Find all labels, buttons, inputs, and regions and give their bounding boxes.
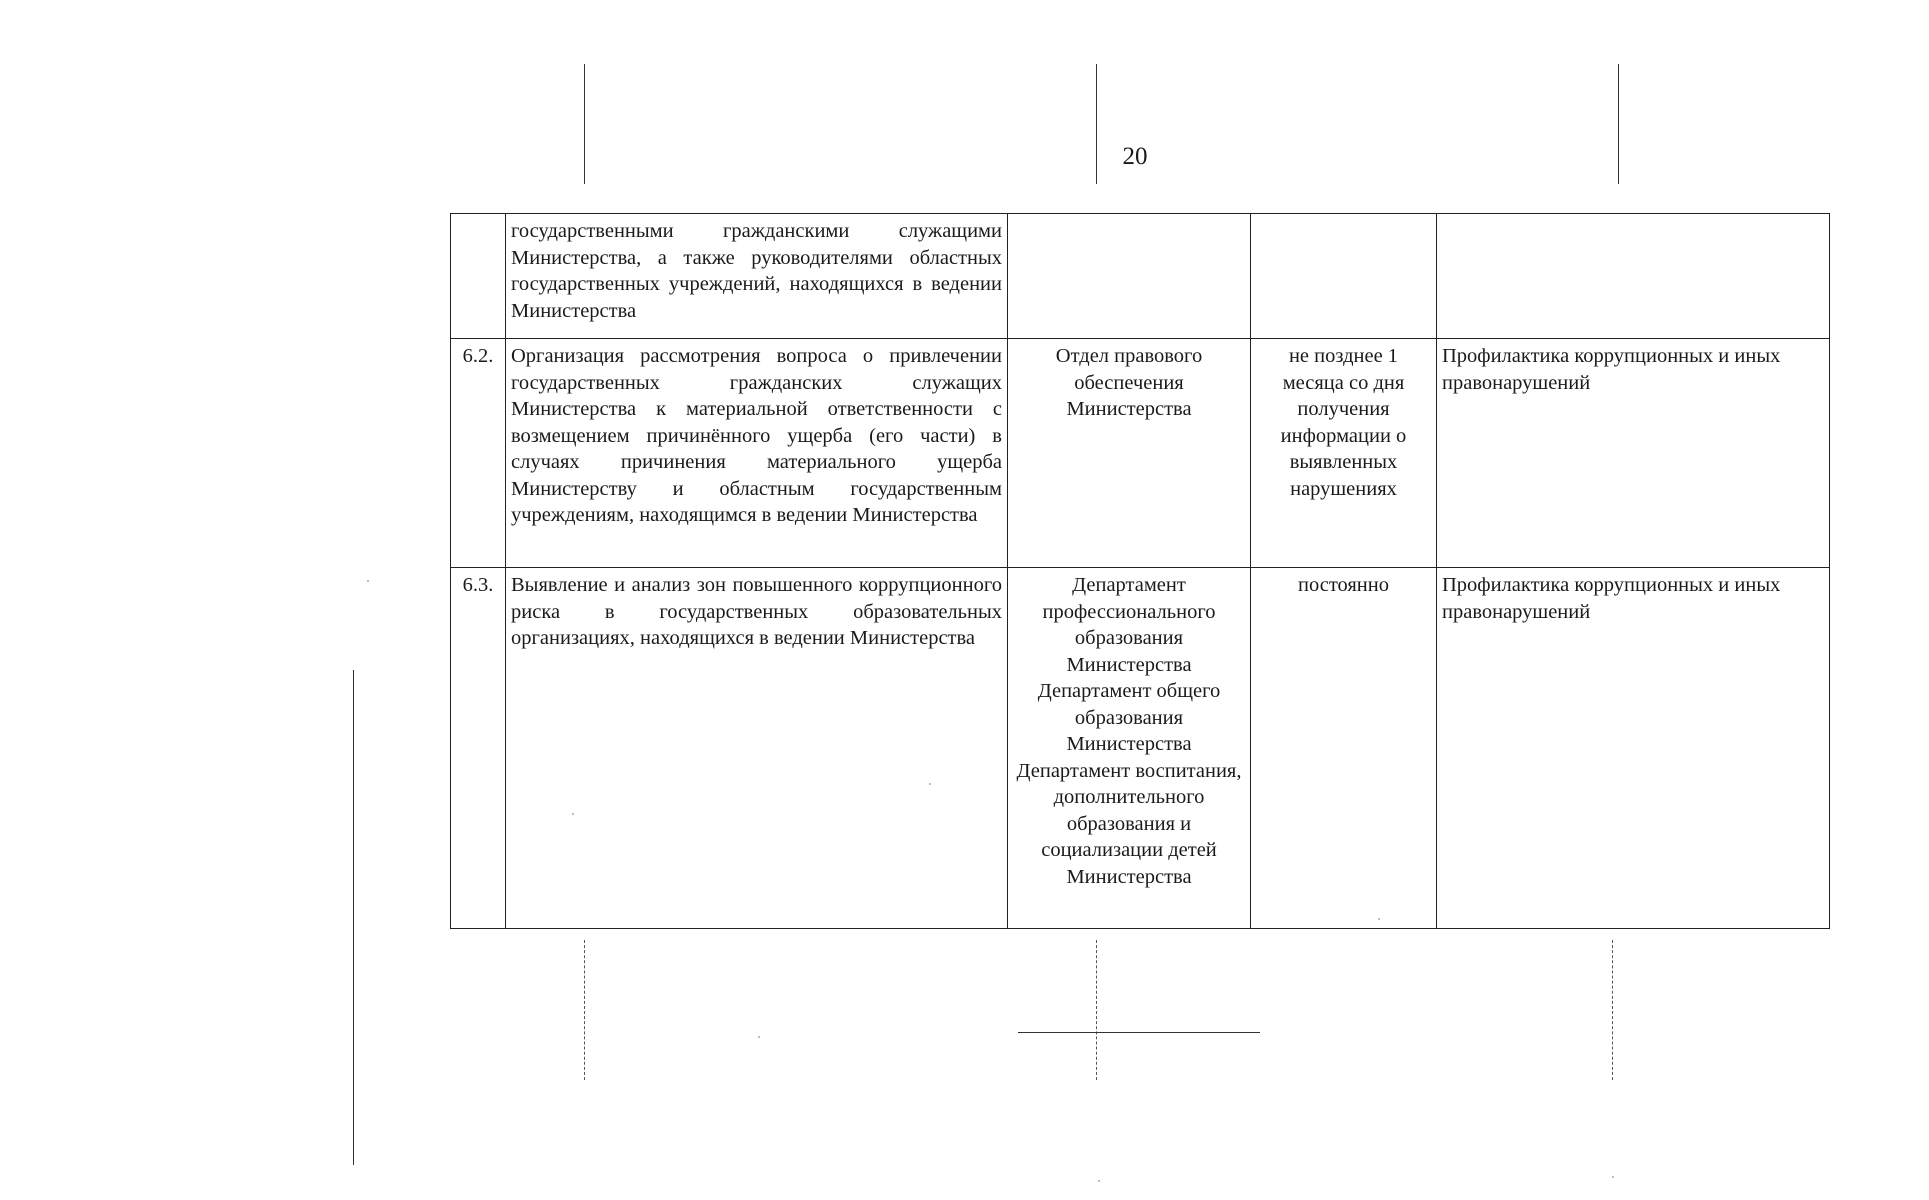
scan-mark <box>353 670 354 1165</box>
scan-mark <box>1618 64 1619 184</box>
responsible-unit: Отдел правового обеспечения Министерства <box>1055 345 1203 420</box>
row-description: Выявление и анализ зон повышенного коррупционного риска в государственных образовательных организациях, находящихся в ведении Министерства <box>506 568 1008 929</box>
row-term: постоянно <box>1251 568 1437 929</box>
responsible-unit: Департамент профессионального образования Министерства <box>1042 574 1216 676</box>
table-row <box>451 568 1830 929</box>
row-number <box>451 214 506 339</box>
table-row <box>451 339 1830 568</box>
page-number: 20 <box>1122 143 1148 170</box>
row-term: не позднее 1 месяца со дня получения информации о выявленных нарушениях <box>1251 339 1437 568</box>
scan-mark <box>1612 940 1613 1080</box>
scan-speck <box>758 1036 760 1038</box>
scan-speck <box>1612 1176 1614 1178</box>
row-description: государственными гражданскими служащими Министерства, а также руководителями областных государственных учреждений, находящихся в ведении Министерства <box>506 214 1008 339</box>
row-term <box>1251 214 1437 339</box>
responsible-unit: Департамент общего образования Министерства <box>1037 680 1221 755</box>
scan-mark <box>1096 940 1097 1080</box>
responsible-unit: Департамент воспитания, дополнительного образования и социализации детей Министерства <box>1016 759 1242 888</box>
row-result: Профилактика коррупционных и иных правонарушений <box>1437 339 1830 568</box>
scan-speck <box>367 580 369 582</box>
row-number: 6.3. <box>451 568 506 929</box>
scan-mark <box>1096 64 1097 184</box>
row-result <box>1437 214 1830 339</box>
row-responsible <box>1008 568 1251 929</box>
row-responsible <box>1008 214 1251 339</box>
scan-mark <box>584 940 585 1080</box>
scan-speck <box>1098 1180 1100 1182</box>
scan-mark <box>584 64 585 184</box>
plan-table <box>450 213 1830 929</box>
row-number: 6.2. <box>451 339 506 568</box>
table-row <box>451 214 1830 339</box>
row-result: Профилактика коррупционных и иных правонарушений <box>1437 568 1830 929</box>
row-description: Организация рассмотрения вопроса о привлечении государственных гражданских служащих Министерства к материальной ответственности с возмещением причинённого ущерба (его части) в случаях причинения материального ущерба Министерству и областным государственным учреждениям, находящимся в ведении Министерства <box>506 339 1008 568</box>
row-responsible <box>1008 339 1251 568</box>
footer-rule <box>1018 1032 1260 1033</box>
